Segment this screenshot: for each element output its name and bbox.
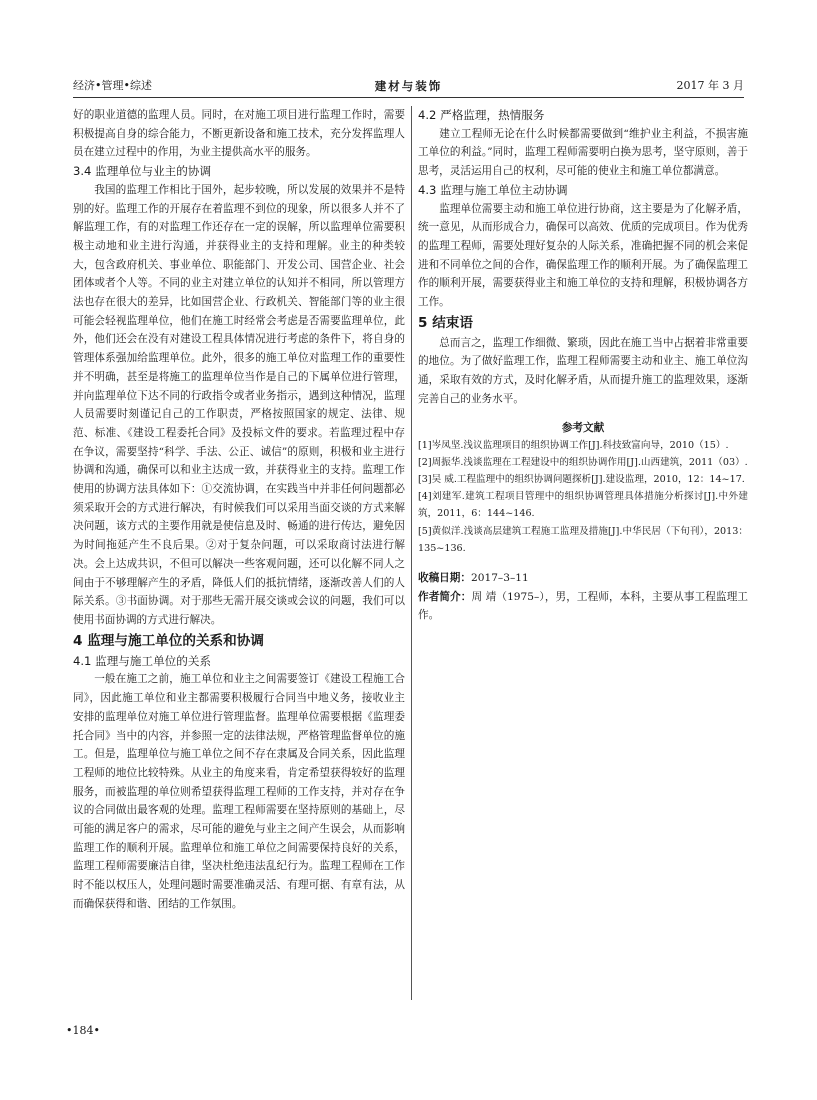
reference-item: [5]黄似洋.浅谈高层建筑工程施工监理及措施[J].中华民居（下旬刊），2013：135~136. bbox=[418, 525, 748, 554]
heading-4-3: 4.3 监理与施工单位主动协调 bbox=[418, 182, 568, 197]
received-value: 2017–3–11 bbox=[470, 571, 529, 584]
left-column bbox=[73, 106, 405, 914]
references-list bbox=[418, 437, 748, 557]
paragraph-5: 总而言之，监理工作细微、繁琐，因此在施工当中占据着非常重要的地位。为了做好监理工作，监理工程师需要主动和业主、施工单位沟通，采取有效的方式，及时化解矛盾，从而提升施工的监理效果，逐渐完善自己的业务水平。 bbox=[418, 336, 748, 405]
received-label: 收稿日期： bbox=[418, 571, 471, 584]
references-title: 参考文献 bbox=[561, 421, 605, 434]
right-column bbox=[418, 106, 748, 625]
issue-date: 2017 年 3 月 bbox=[676, 79, 744, 92]
paragraph-4-3: 监理单位需要主动和施工单位进行协商，这主要是为了化解矛盾，统一意见，从而形成合力，确保可以高效、优质的完成项目。作为优秀的监理工程师，需要处理好复杂的人际关系，准确把握不同的机会来促进和不同单位之间的合作，确保监理工作的顺利开展。为了确保监理工作的顺利开展，需要获得业主和施工单位的支持和理解，积极协调各方工作。 bbox=[418, 202, 748, 309]
page-header bbox=[73, 78, 744, 98]
heading-5: 5 结束语 bbox=[418, 314, 473, 331]
paragraph-4-1: 一般在施工之前，施工单位和业主之间需要签订《建设工程施工合同》，因此施工单位和业主都需要积极履行合同当中地义务，接收业主安排的监理单位对施工单位进行管理监督。监理单位需要根据《监理委托合同》当中的内容，并参照一定的法律法规，严格管理监督单位的施工。但是，监理单位与施工单位之间不存在隶属及合同关系，因此监理工程师的地位比较特殊。从业主的角度来看，肯定希望获得较好的监理服务，而被监理的单位则希望获得监理工程师的工作支持，并对存在争议的合同做出最客观的处理。监理工程师需要在坚持原则的基础上，尽可能的满足客户的需求，尽可能的避免与业主之间产生误会，从而影响监理工作的顺利开展。监理单位和施工单位之间需要保持良好的关系，监理工程师需要廉洁自律，坚决杜绝违法乱纪行为。监理工程师在工作时不能以权压人，处理问题时需要准确灵活、有理可据、有章有法，从而确保获得和谐、团结的工作氛围。 bbox=[73, 673, 405, 910]
heading-4-1: 4.1 监理与施工单位的关系 bbox=[73, 653, 212, 668]
paragraph-4-2: 建立工程师无论在什么时候都需要做到“维护业主利益，不损害施工单位的利益。”同时，监理工程师需要明白换为思考，坚守原则，善于思考，灵活运用自己的权利，尽可能的使业主和施工单位都满意。 bbox=[418, 127, 748, 178]
heading-3-4: 3.4 监理单位与业主的协调 bbox=[73, 164, 212, 179]
heading-4: 4 监理与施工单位的关系和协调 bbox=[73, 632, 264, 649]
author-bio-row bbox=[418, 588, 748, 625]
reference-item: [1]岑凤坚.浅议监理项目的组织协调工作[J].科技致富向导，2010（15）. bbox=[418, 439, 729, 451]
reference-item: [3]吴 威.工程监理中的组织协调问题探析[J].建设监理，2010，12：14~17. bbox=[418, 473, 745, 485]
paragraph-3-4: 我国的监理工作相比于国外，起步较晚，所以发展的效果并不是特别的好。监理工作的开展存在着监理不到位的现象，所以很多人并不了解监理工作，有的对监理工作还存在一定的误解，所以监理单位需要积极主动地和业主进行沟通，并获得业主的支持和理解。业主的种类较大，包含政府机关、事业单位、职能部门、开发公司、国营企业、社会团体或者个人等。不同的业主对建立单位的认知并不相同，所以管理方法也存在很大的差异，比如国营企业、行政机关、智能部门等的业主很可能会轻视监理单位，他们在施工时经常会考虑是否需要监理单位，此外，他们还会在没有对建设工程具体情况进行考虑的条件下，将自身的管理体系强加给监理单位。此外，很多的施工单位对监理工作的重要性并不明确，甚至是将施工的监理单位当作是自己的下属单位进行管理，并向监理单位下达不同的行政指令或者业务指示，遇到这种情况，监理人员需要时刻谨记自己的工作职责，严格按照国家的规定、法律、规范、标准、《建设工程委托合同》及投标文件的要求。若监理过程中存在争议，需要坚持“科学、手法、公正、诚信”的原则，积极和业主进行协调和沟通，确保可以和业主达成一致，并获得业主的支持。监理工作使用的协调方法具体如下：①交流协调，在实践当中并非任何问题都必须采取开会的方式进行解决，有时候我们可以采用当面交谈的方式来解决问题，该方式的主要作用就是使信息及时、畅通的进行传达，避免因为时间拖延产生不良后果。②对于复杂问题，可以采取商讨法进行解决。会上达成共识，不但可以解决一些客观问题，还可以化解不同人之间由于不够理解产生的矛盾，降低人们的抵抗情绪，逐渐改善人们的人际关系。③书面协调。对于那些无需开展交谈或会议的问题，我们可以使用书面协调的方式进行解决。 bbox=[73, 183, 405, 626]
section-label: 经济•管理•综述 bbox=[73, 79, 152, 92]
article-meta bbox=[418, 569, 748, 625]
author-label: 作者简介： bbox=[418, 590, 472, 603]
reference-item: [4]刘建军.建筑工程项目管理中的组织协调管理具体措施分析探讨[J].中外建筑，2011，6：144~146. bbox=[418, 491, 748, 520]
journal-title: 建材与装饰 bbox=[374, 79, 443, 93]
paragraph-intro: 好的职业道德的监理人员。同时，在对施工项目进行监理工作时，需要积极提高自身的综合能力，不断更新设备和施工技术，充分发挥监理人员在建立过程中的作用，为业主提供高水平的服务。 bbox=[73, 109, 405, 159]
reference-item: [2]周振华.浅谈监理在工程建设中的组织协调作用[J].山西建筑，2011（03）. bbox=[418, 456, 748, 468]
heading-4-2: 4.2 严格监理，热情服务 bbox=[418, 108, 545, 122]
column-divider bbox=[411, 106, 412, 1000]
header-rule bbox=[73, 97, 744, 98]
author-value: 周 靖（1975–），男，工程师，本科，主要从事工程监理工作。 bbox=[418, 590, 749, 622]
page-number: •184• bbox=[66, 1024, 100, 1037]
received-date-row bbox=[418, 569, 748, 588]
